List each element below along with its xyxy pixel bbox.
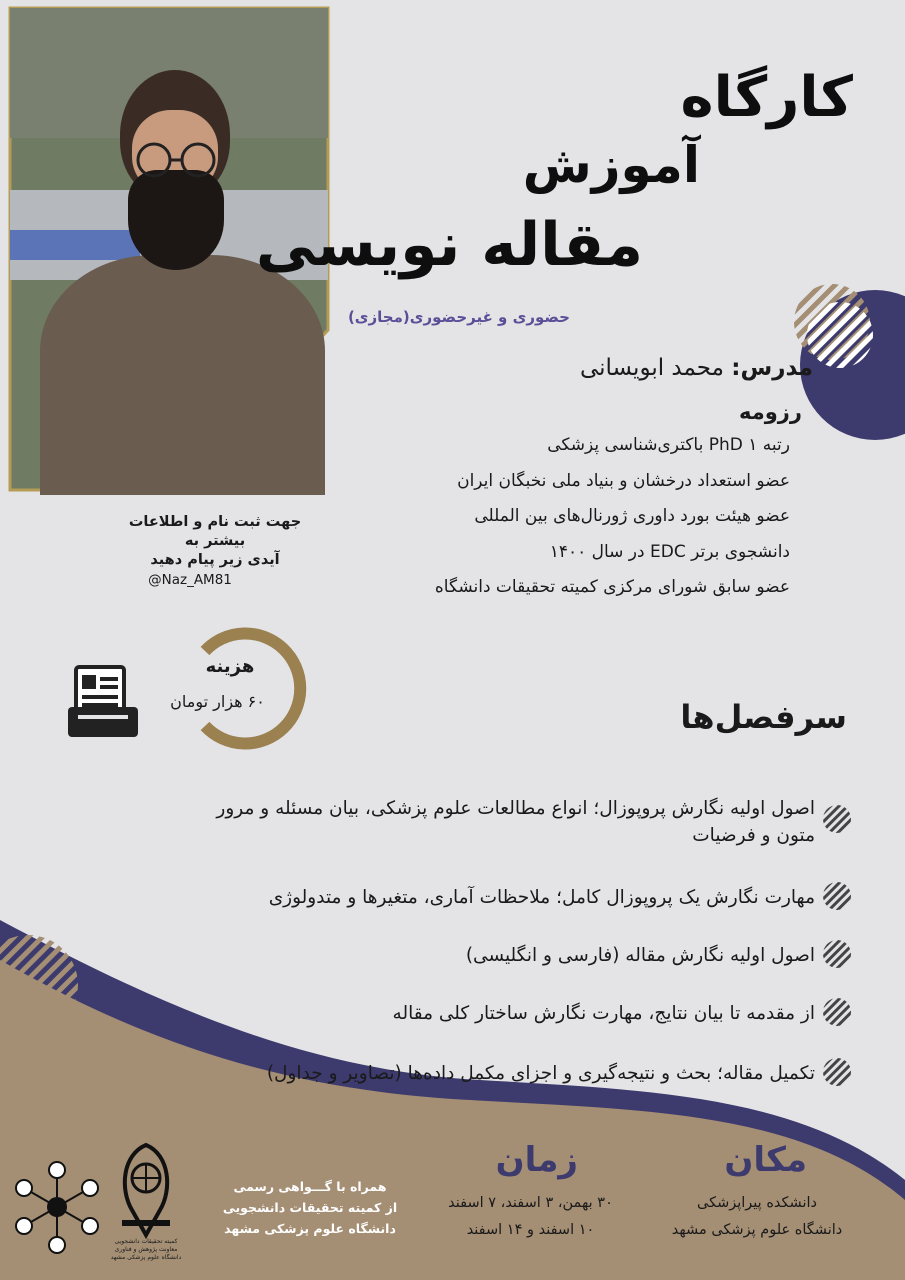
- resume-heading: رزومه: [739, 400, 802, 424]
- time-line2: ۱۰ اسفند و ۱۴ اسفند: [466, 1222, 595, 1238]
- topic-item: از مقدمه تا بیان نتایج، مهارت نگارش ساختار کلی مقاله: [392, 1003, 815, 1024]
- time-line1: ۳۰ بهمن، ۳ اسفند، ۷ اسفند: [448, 1195, 613, 1211]
- certificate-line1: همراه با گـــواهی رسمی: [233, 1179, 387, 1194]
- resume-item: عضو استعداد درخشان و بنیاد ملی نخبگان ایران: [457, 470, 790, 491]
- resume-item: عضو هیئت بورد داوری ژورنال‌های بین المللی: [474, 506, 790, 526]
- contact-line2: آیدی زیر پیام دهید: [150, 552, 280, 568]
- logo-caption: [108, 1238, 184, 1262]
- teacher-name: محمد ابویسانی: [579, 355, 724, 381]
- contact-handle[interactable]: @Naz_AM81: [148, 572, 232, 588]
- place-line2: دانشگاه علوم پزشکی مشهد: [671, 1222, 843, 1238]
- bullet-icon: [822, 997, 852, 1027]
- contact-line1: جهت ثبت نام و اطلاعات بیشتر به: [128, 514, 302, 549]
- subtitle: حضوری و غیرحضوری(مجازی): [347, 308, 570, 326]
- network-logo: [10, 1160, 105, 1255]
- topic-item: تکمیل مقاله؛ بحث و نتیجه‌گیری و اجزای مکمل داده‌ها (تصاویر و جداول): [266, 1063, 815, 1084]
- decorative-white-stripe-circle: [805, 300, 875, 370]
- topic-item: اصول اولیه نگارش مقاله (فارسی و انگلیسی): [465, 945, 815, 966]
- title-line1: کارگاه: [680, 65, 853, 130]
- cost-value: ۶۰ هزار تومان: [170, 692, 265, 711]
- bullet-icon: [822, 881, 852, 911]
- logo-caption-line2: معاونت پژوهش و فناوری: [114, 1246, 178, 1253]
- title-line2: آموزش: [522, 136, 700, 194]
- time-heading: زمان: [495, 1140, 578, 1180]
- logo-caption-line3: دانشگاه علوم پزشکی مشهد: [110, 1254, 182, 1261]
- research-committee-logo: [112, 1140, 180, 1245]
- certificate-line2: از کمیته تحقیقات دانشجویی: [222, 1200, 398, 1215]
- place-text: [657, 1190, 857, 1244]
- person-body: [40, 255, 325, 495]
- bullet-icon: [822, 804, 852, 834]
- logo-caption-line1: کمیته تحقیقات دانشجویی: [114, 1238, 178, 1245]
- cost-label: هزینه: [205, 656, 255, 677]
- cost-ring: [185, 626, 310, 751]
- person-beard: [128, 170, 224, 270]
- place-line1: دانشکده پیراپزشکی: [696, 1195, 817, 1211]
- resume-item: رتبه ۱ PhD باکتری‌شناسی پزشکی: [547, 435, 790, 455]
- bullet-icon: [822, 1057, 852, 1087]
- certificate-text: [205, 1176, 415, 1239]
- certificate-line3: دانشگاه علوم پزشکی مشهد: [224, 1221, 396, 1236]
- resume-item: دانشجوی برتر EDC در سال ۱۴۰۰: [549, 541, 790, 562]
- glasses-icon: [128, 140, 224, 180]
- time-text: [418, 1190, 643, 1244]
- place-heading: مکان: [724, 1140, 807, 1180]
- teacher-line: [580, 355, 813, 381]
- bullet-icon: [822, 939, 852, 969]
- document-icon: [68, 665, 138, 740]
- topic-item: مهارت نگارش یک پروپوزال کامل؛ ملاحظات آماری، متغیرها و متدولوژی: [268, 887, 815, 908]
- contact-text: [115, 513, 315, 570]
- title-line3: مقاله نویسی: [255, 210, 643, 280]
- topics-heading: سرفصل‌ها: [680, 698, 847, 736]
- resume-list: [435, 428, 790, 606]
- teacher-label: مدرس:: [731, 355, 813, 381]
- topic-item: اصول اولیه نگارش پروپوزال؛ انواع مطالعات علوم پزشکی، بیان مسئله و مرور متون و فرضیات: [216, 798, 815, 846]
- resume-item: عضو سابق شورای مرکزی کمیته تحقیقات دانشگاه: [434, 577, 790, 597]
